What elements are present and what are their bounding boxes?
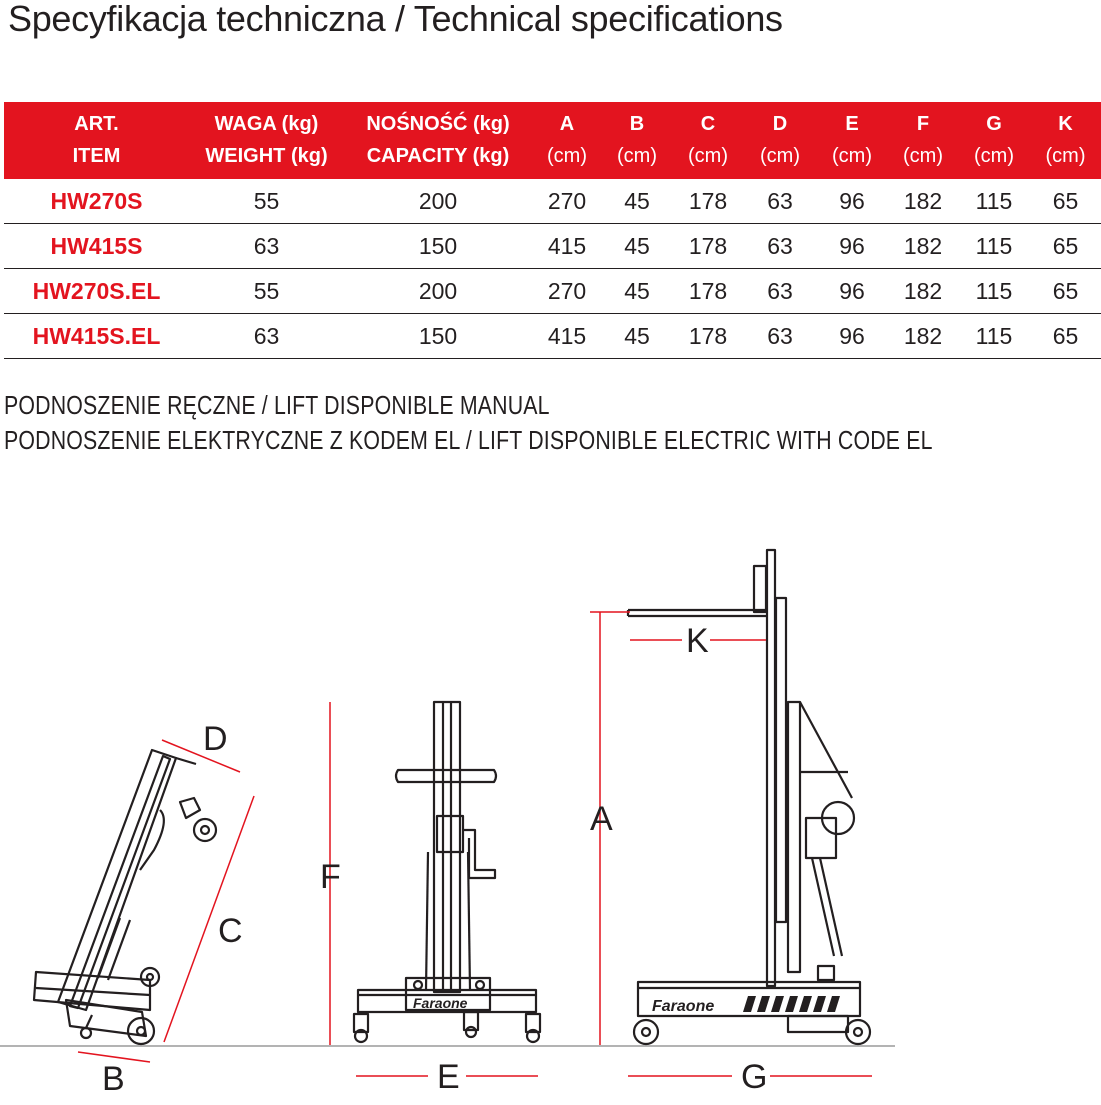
table-cell: 178 bbox=[672, 269, 744, 314]
dimension-label-f: F bbox=[320, 858, 341, 896]
col-header-weight: WAGA (kg) WEIGHT (kg) bbox=[189, 102, 344, 179]
table-cell: 96 bbox=[816, 269, 888, 314]
table-cell: 96 bbox=[816, 314, 888, 359]
item-code: HW415S bbox=[4, 224, 189, 269]
table-cell: 115 bbox=[958, 179, 1030, 224]
table-cell: 45 bbox=[602, 269, 672, 314]
table-cell: 115 bbox=[958, 269, 1030, 314]
item-code: HW415S.EL bbox=[4, 314, 189, 359]
table-cell: 63 bbox=[744, 269, 816, 314]
table-cell: 178 bbox=[672, 179, 744, 224]
table-row bbox=[4, 269, 1101, 314]
front-view-drawing bbox=[354, 702, 540, 1042]
col-header-g: G (cm) bbox=[958, 102, 1030, 179]
col-header-b: B (cm) bbox=[602, 102, 672, 179]
brand-logo-front: Faraone bbox=[413, 995, 468, 1011]
note-manual-lift: PODNOSZENIE RĘCZNE / LIFT DISPONIBLE MANUAL bbox=[4, 390, 550, 420]
table-cell: 63 bbox=[744, 314, 816, 359]
col-header-c: C (cm) bbox=[672, 102, 744, 179]
table-cell: 65 bbox=[1030, 314, 1101, 359]
table-cell: 45 bbox=[602, 314, 672, 359]
table-cell: 178 bbox=[672, 224, 744, 269]
dimension-label-k: K bbox=[686, 622, 709, 660]
table-row bbox=[4, 224, 1101, 269]
technical-drawing bbox=[0, 480, 1101, 1100]
table-cell: 96 bbox=[816, 179, 888, 224]
table-row bbox=[4, 314, 1101, 359]
col-header-item: ART. ITEM bbox=[4, 102, 189, 179]
table-cell: 150 bbox=[344, 224, 532, 269]
col-header-f: F (cm) bbox=[888, 102, 958, 179]
table-cell: 182 bbox=[888, 269, 958, 314]
col-header-e: E (cm) bbox=[816, 102, 888, 179]
col-header-k: K (cm) bbox=[1030, 102, 1101, 179]
table-cell: 63 bbox=[189, 314, 344, 359]
page-title: Specyfikacja techniczna / Technical specifications bbox=[8, 0, 783, 39]
table-cell: 182 bbox=[888, 224, 958, 269]
dimension-label-e: E bbox=[437, 1058, 460, 1096]
dimension-label-d: D bbox=[203, 720, 228, 758]
table-cell: 178 bbox=[672, 314, 744, 359]
table-cell: 65 bbox=[1030, 179, 1101, 224]
table-cell: 115 bbox=[958, 314, 1030, 359]
dimension-label-b: B bbox=[102, 1060, 125, 1098]
item-code: HW270S bbox=[4, 179, 189, 224]
side-view-drawing bbox=[628, 550, 870, 1044]
spec-table bbox=[4, 102, 1101, 359]
table-cell: 150 bbox=[344, 314, 532, 359]
folded-lift-drawing bbox=[34, 750, 216, 1044]
table-cell: 63 bbox=[189, 224, 344, 269]
table-cell: 55 bbox=[189, 269, 344, 314]
dimension-label-g: G bbox=[741, 1058, 768, 1096]
hazard-stripes bbox=[743, 996, 840, 1012]
table-cell: 415 bbox=[532, 314, 602, 359]
note-electric-lift: PODNOSZENIE ELEKTRYCZNE Z KODEM EL / LIFT DISPONIBLE ELECTRIC WITH CODE EL bbox=[4, 425, 933, 455]
dimension-label-a: A bbox=[590, 800, 613, 838]
table-row bbox=[4, 179, 1101, 224]
table-cell: 65 bbox=[1030, 269, 1101, 314]
table-cell: 63 bbox=[744, 179, 816, 224]
table-header-row bbox=[4, 102, 1101, 179]
col-header-a: A (cm) bbox=[532, 102, 602, 179]
table-cell: 55 bbox=[189, 179, 344, 224]
item-code: HW270S.EL bbox=[4, 269, 189, 314]
dimension-label-c: C bbox=[218, 912, 243, 950]
table-cell: 182 bbox=[888, 314, 958, 359]
table-cell: 270 bbox=[532, 269, 602, 314]
table-cell: 45 bbox=[602, 179, 672, 224]
table-cell: 65 bbox=[1030, 224, 1101, 269]
table-cell: 182 bbox=[888, 179, 958, 224]
table-cell: 45 bbox=[602, 224, 672, 269]
table-cell: 270 bbox=[532, 179, 602, 224]
col-header-capacity: NOŚNOŚĆ (kg) CAPACITY (kg) bbox=[344, 102, 532, 179]
table-cell: 115 bbox=[958, 224, 1030, 269]
col-header-d: D (cm) bbox=[744, 102, 816, 179]
brand-logo-side: Faraone bbox=[652, 998, 715, 1015]
table-cell: 200 bbox=[344, 179, 532, 224]
table-cell: 200 bbox=[344, 269, 532, 314]
table-cell: 96 bbox=[816, 224, 888, 269]
table-cell: 415 bbox=[532, 224, 602, 269]
table-cell: 63 bbox=[744, 224, 816, 269]
